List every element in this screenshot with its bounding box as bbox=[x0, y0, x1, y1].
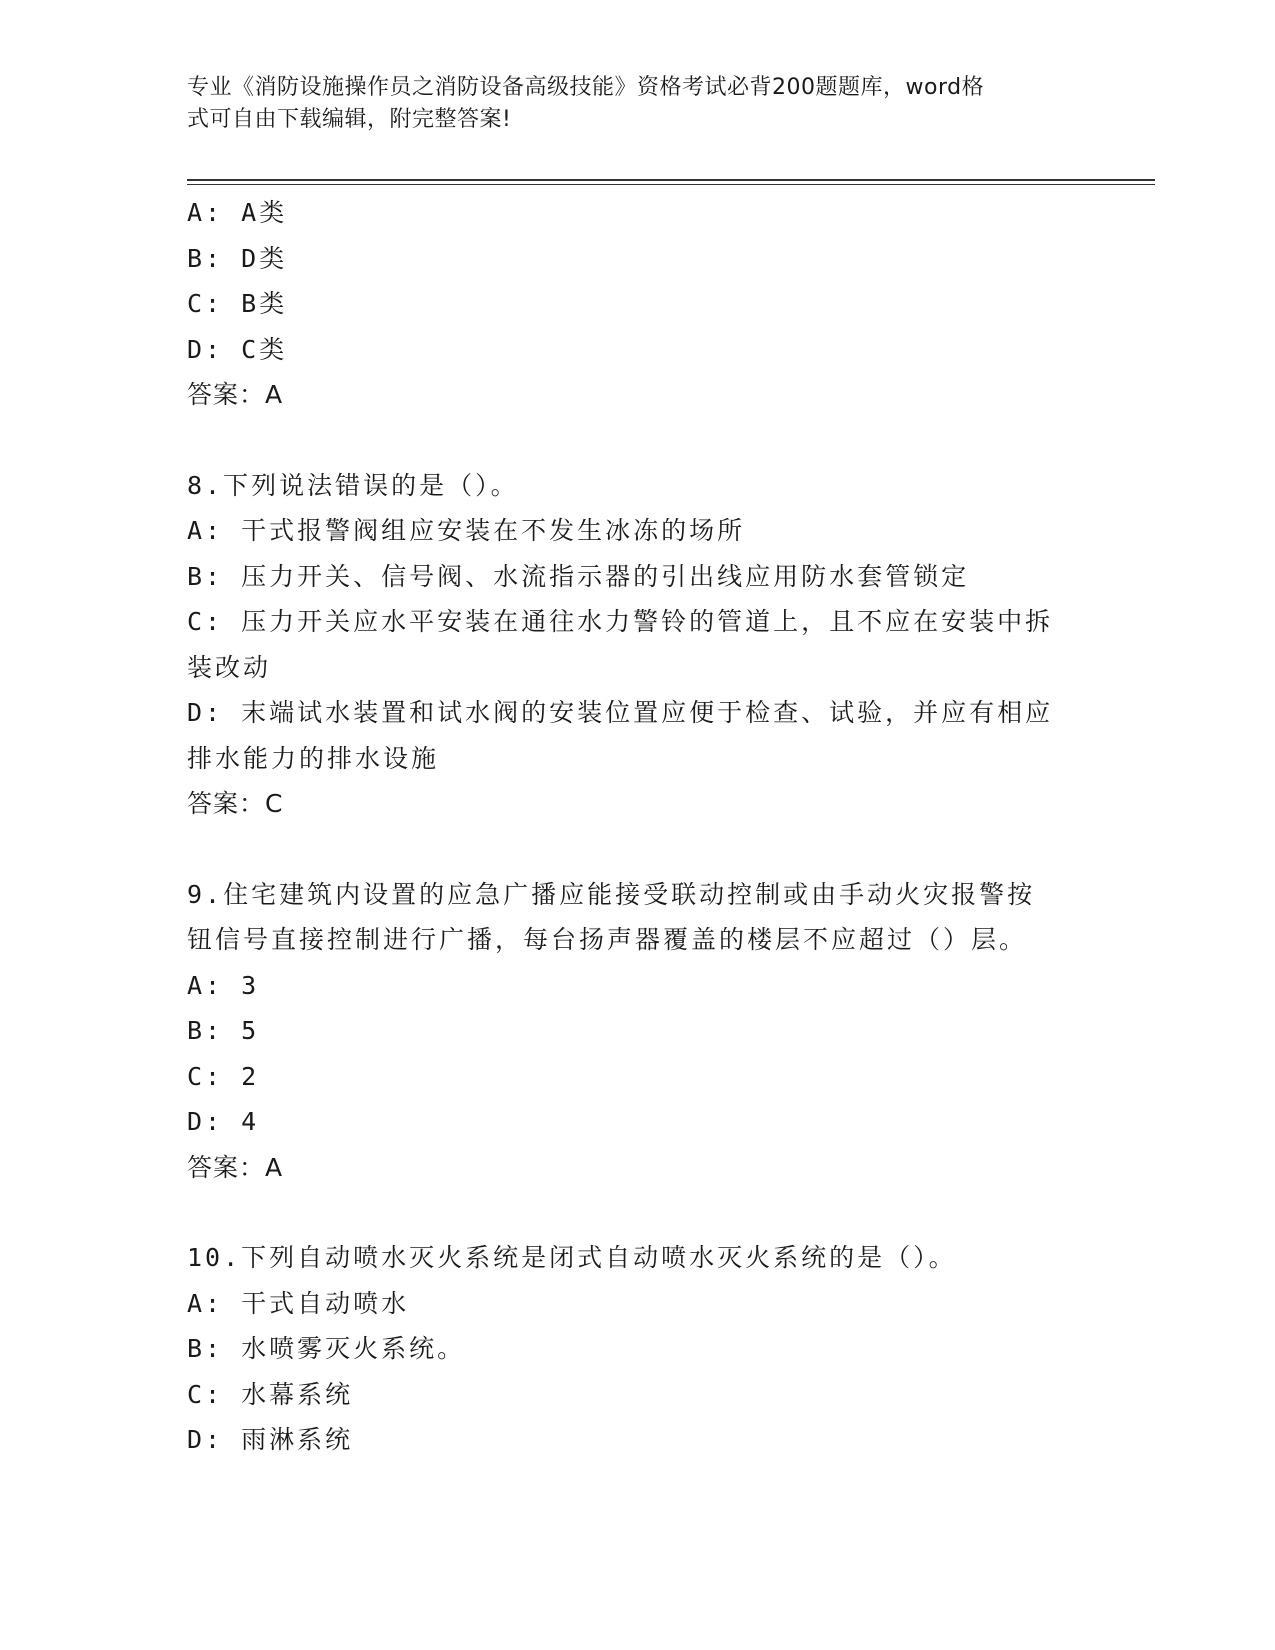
header-line-1: 专业《消防设施操作员之消防设备高级技能》资格考试必背200题题库，word格 bbox=[187, 75, 985, 100]
option-d: D: C类 bbox=[187, 334, 288, 364]
spacer bbox=[187, 1190, 1087, 1235]
document-header bbox=[187, 72, 1067, 136]
spacer bbox=[187, 827, 1087, 872]
option-b: B: 压力开关、信号阀、水流指示器的引出线应用防水套管锁定 bbox=[187, 561, 970, 591]
option-b: B: 水喷雾灭火系统。 bbox=[187, 1334, 466, 1363]
question-9-block bbox=[187, 872, 1087, 1191]
option-c: C: 压力开关应水平安装在通往水力警铃的管道上，且不应在安装中拆 bbox=[187, 607, 1054, 636]
header-divider-thin bbox=[187, 184, 1155, 185]
spacer bbox=[187, 418, 1087, 463]
question-content bbox=[187, 190, 1087, 1463]
question-text: 10.下列自动喷水灭火系统是闭式自动喷水灭火系统的是（）。 bbox=[187, 1243, 957, 1272]
answer: 答案：A bbox=[187, 1152, 284, 1182]
header-divider-thick bbox=[187, 179, 1155, 181]
question-text: 9.住宅建筑内设置的应急广播应能接受联动控制或由手动火灾报警按 bbox=[187, 879, 1036, 909]
answer: 答案：C bbox=[187, 789, 284, 818]
option-c: C: 2 bbox=[187, 1061, 260, 1091]
option-c-continued: 装改动 bbox=[187, 652, 272, 682]
option-d: D: 4 bbox=[187, 1107, 260, 1136]
option-c: C: B类 bbox=[187, 289, 288, 318]
option-d: D: 雨淋系统 bbox=[187, 1425, 354, 1454]
option-b: B: 5 bbox=[187, 1016, 260, 1045]
option-d-continued: 排水能力的排水设施 bbox=[187, 743, 440, 773]
option-b: B: D类 bbox=[187, 243, 288, 273]
question-text: 8.下列说法错误的是（）。 bbox=[187, 470, 519, 500]
option-a: A: 3 bbox=[187, 970, 260, 1000]
answer: 答案：A bbox=[187, 380, 284, 409]
option-c: C: 水幕系统 bbox=[187, 1379, 354, 1409]
option-d: D: 末端试水装置和试水阀的安装位置应便于检查、试验，并应有相应 bbox=[187, 698, 1054, 727]
option-a: A: 干式自动喷水 bbox=[187, 1288, 410, 1318]
header-line-2: 式可自由下载编辑，附完整答案! bbox=[187, 107, 512, 132]
question-10-block bbox=[187, 1235, 1087, 1463]
question-text-continued: 钮信号直接控制进行广播，每台扬声器覆盖的楼层不应超过（）层。 bbox=[187, 925, 1028, 954]
option-a: A: A类 bbox=[187, 198, 288, 227]
question-8-block bbox=[187, 463, 1087, 827]
option-a: A: 干式报警阀组应安装在不发生冰冻的场所 bbox=[187, 516, 746, 545]
question-7-block bbox=[187, 190, 1087, 418]
